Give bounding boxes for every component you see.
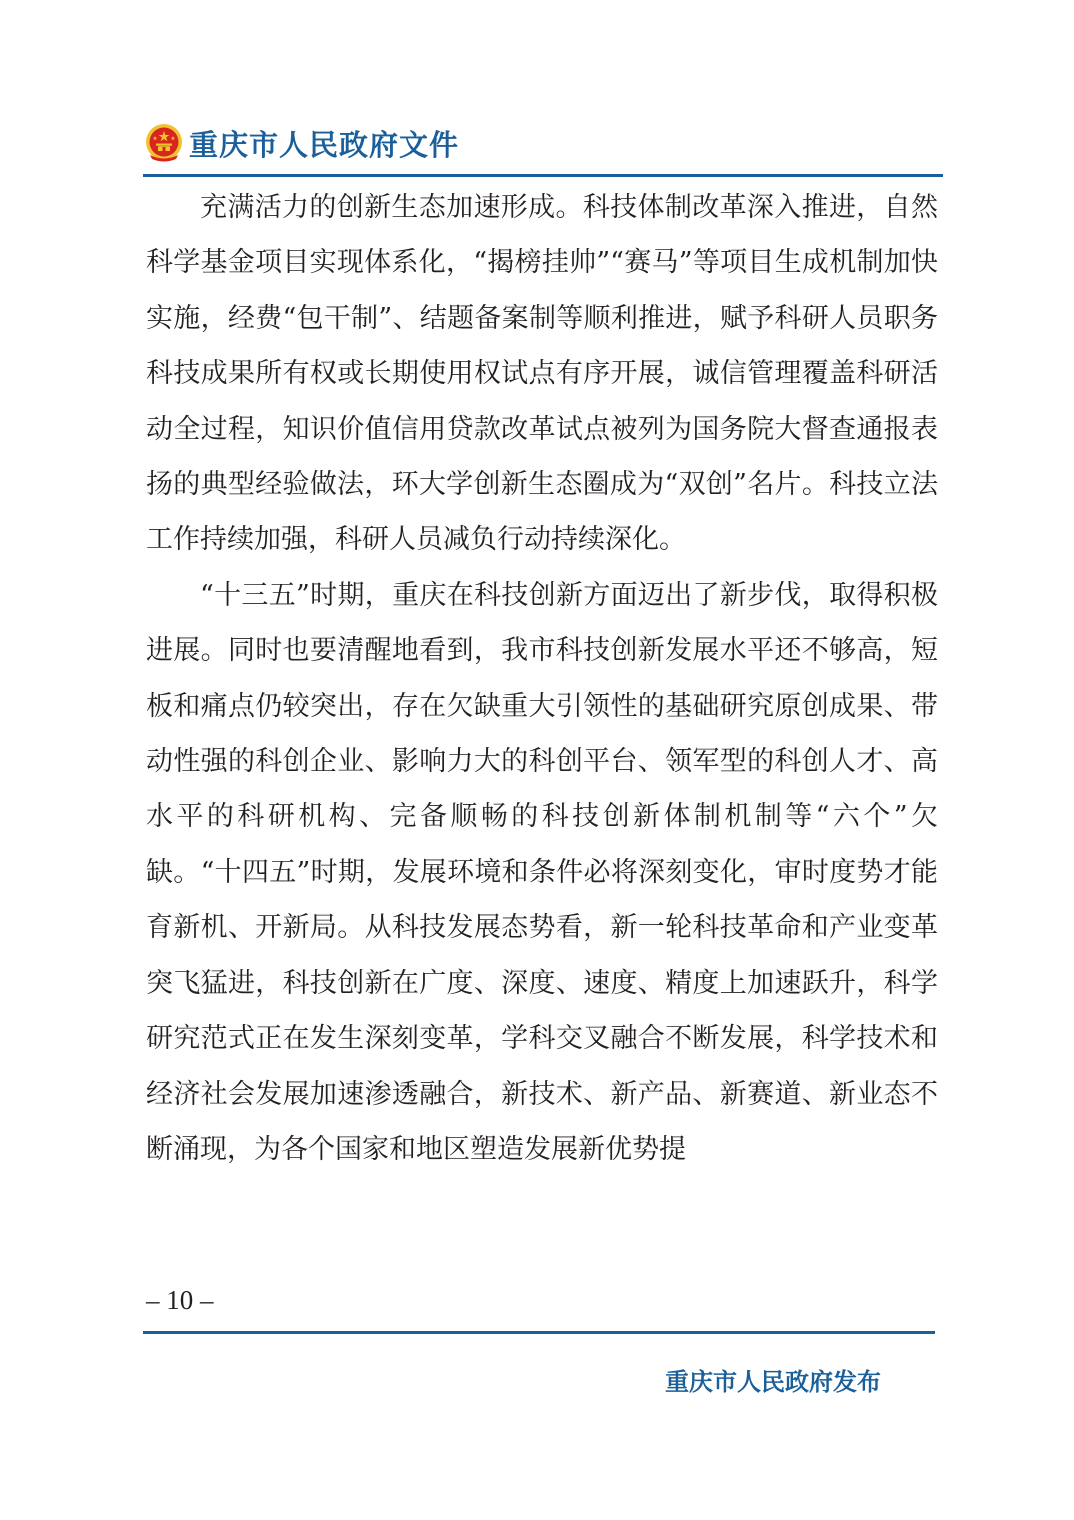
- document-body: [146, 180, 938, 1177]
- national-emblem-icon: [143, 122, 185, 164]
- body-paragraph: 充满活力的创新生态加速形成。科技体制改革深入推进，自然科学基金项目实现体系化，“揭榜挂帅”“赛马”等项目生成机制加快实施，经费“包干制”、结题备案制等顺利推进，赋予科研人员职务科技成果所有权或长期使用权试点有序开展，诚信管理覆盖科研活动全过程，知识价值信用贷款改革试点被列为国务院大督查通报表扬的典型经验做法，环大学创新生态圈成为“双创”名片。科技立法工作持续加强，科研人员减负行动持续深化。: [146, 192, 938, 556]
- document-header: [143, 118, 459, 168]
- footer-publisher: 重庆市人民政府发布: [665, 1368, 881, 1396]
- body-paragraph: “十三五”时期，重庆在科技创新方面迈出了新步伐，取得积极进展。同时也要清醒地看到，我市科技创新发展水平还不够高，短板和痛点仍较突出，存在欠缺重大引领性的基础研究原创成果、带动性强的科创企业、影响力大的科创平台、领军型的科创人才、高水平的科研机构、完备顺畅的科技创新体制机制等“六个”欠缺。“十四五”时期，发展环境和条件必将深刻变化，审时度势才能育新机、开新局。从科技发展态势看，新一轮科技革命和产业变革突飞猛进，科技创新在广度、深度、速度、精度上加速跃升，科学研究范式正在发生深刻变革，学科交叉融合不断发展，科学技术和经济社会发展加速渗透融合，新技术、新产品、新赛道、新业态不断涌现，为各个国家和地区塑造发展新优势提: [146, 579, 938, 1165]
- header-divider: [143, 174, 943, 177]
- footer-divider: [143, 1331, 935, 1334]
- page-number: – 10 –: [146, 1285, 214, 1315]
- document-header-title: 重庆市人民政府文件: [189, 127, 460, 162]
